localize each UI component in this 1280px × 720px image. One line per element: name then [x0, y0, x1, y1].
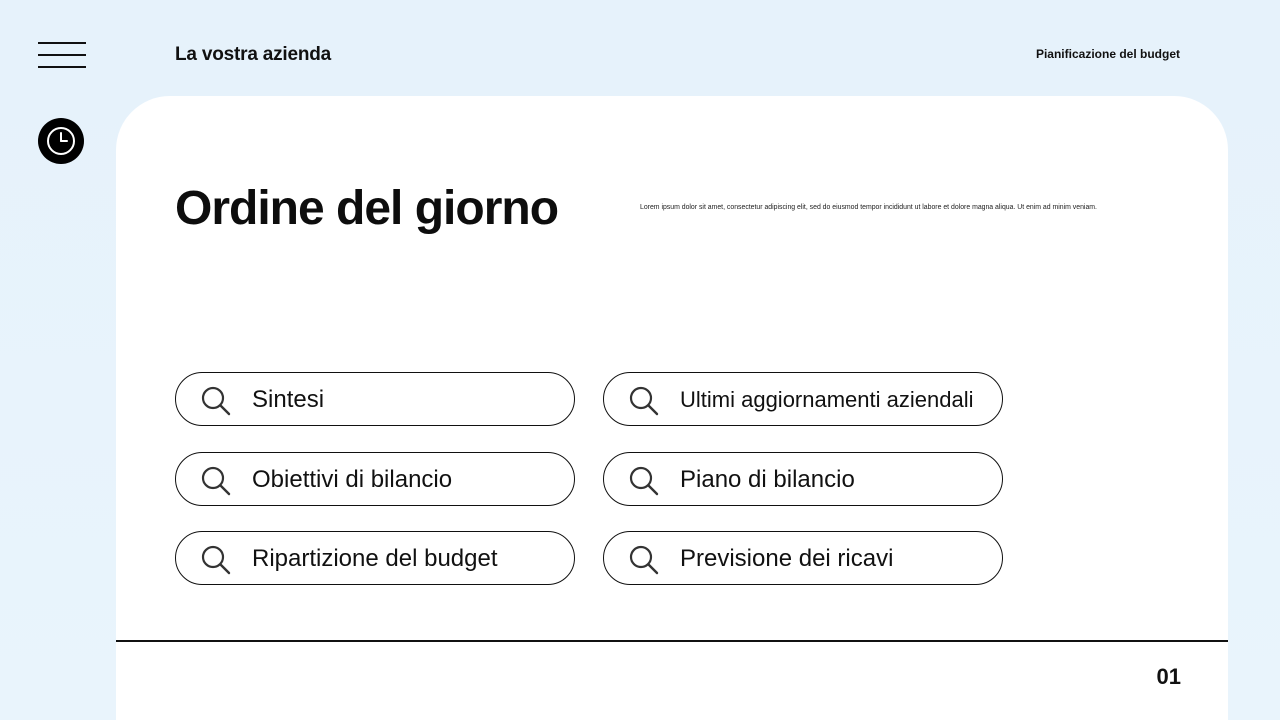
agenda-item-label: Previsione dei ricavi: [680, 545, 894, 572]
agenda-item-label: Piano di bilancio: [680, 466, 855, 493]
agenda-item-label: Ultimi aggiornamenti aziendali: [680, 387, 974, 412]
company-name: La vostra azienda: [175, 44, 332, 65]
menu-line: [38, 66, 86, 68]
agenda-item[interactable]: [603, 372, 1003, 426]
agenda-item[interactable]: [603, 531, 1003, 585]
search-icon: [628, 465, 660, 497]
search-icon: [200, 465, 232, 497]
search-icon: [200, 544, 232, 576]
page-title: Ordine del giorno: [175, 182, 559, 235]
agenda-item-label: Obiettivi di bilancio: [252, 466, 453, 493]
agenda-item[interactable]: [603, 452, 1003, 506]
agenda-item[interactable]: [175, 452, 575, 506]
description-text: Lorem ipsum dolor sit amet, consectetur adipiscing elit, sed do eiusmod tempor incididunt ut labore et dolore magna aliqua. Ut enim ad minim veniam.: [640, 204, 1097, 211]
menu-icon[interactable]: [38, 42, 86, 70]
agenda-item[interactable]: [175, 531, 575, 585]
search-icon: [628, 385, 660, 417]
clock-icon[interactable]: [38, 118, 84, 164]
menu-line: [38, 42, 86, 44]
agenda-item[interactable]: [175, 372, 575, 426]
agenda-item-label: Sintesi: [252, 386, 325, 413]
footer-divider: [116, 640, 1228, 642]
search-icon: [200, 385, 232, 417]
page-number: 01: [1156, 664, 1181, 689]
menu-line: [38, 54, 86, 56]
search-icon: [628, 544, 660, 576]
section-title: Pianificazione del budget: [1035, 47, 1180, 61]
agenda-item-label: Ripartizione del budget: [252, 545, 498, 572]
